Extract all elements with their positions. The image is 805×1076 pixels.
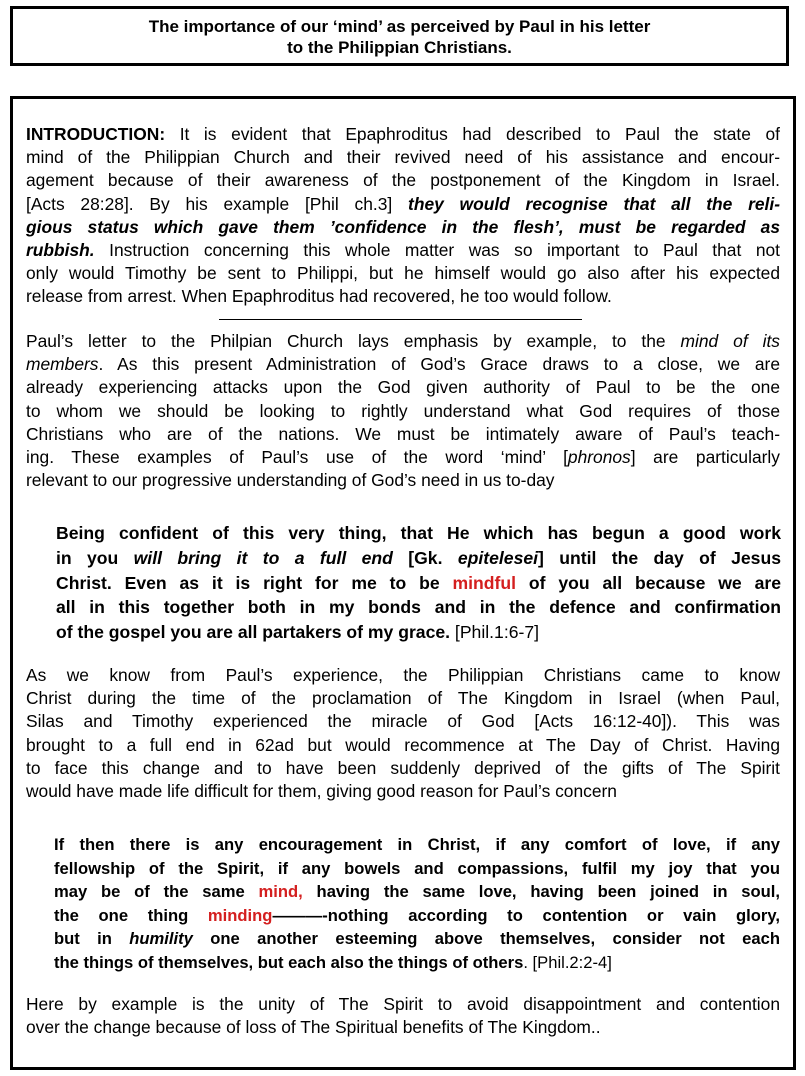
- scripture-quote-phil-1: Being confident of this very thing, that He which has begun a good work in you will bring it to a full end [Gk. epitelesei] until the day of Jesus Christ. Even as it is right for me to be mindful of you all because we are all in this together both in my bonds and in the defence and confirmation of the gospel you are all partakers of my grace. [Phil.1:6-7]: [56, 523, 781, 643]
- title-line-2: to the Philippian Christians.: [287, 38, 512, 57]
- introduction-paragraph: INTRODUCTION: It is evident that Epaphroditus had described to Paul the state of mind of the Philippian Church and their revived need of his assistance and encour- agement because of their awareness of the postponement of the Kingdom in Israel. [Acts 28:28]. By his example [Phil ch.3] they would recognise that all the reli- gious status which gave them ’confidence in the flesh’, must be regarded as rubbish. Instruction concerning this whole matter was so important to Paul that not only would Timothy be sent to Philippi, but he himself would go also after his expected release from arrest. When Epaphroditus had recovered, he too would follow.: [26, 124, 780, 307]
- highlight-minding: minding: [207, 905, 273, 925]
- title-line-1: The importance of our ‘mind’ as perceived by Paul in his letter: [148, 17, 651, 36]
- reference-phil-1: [Phil.1:6-7]: [450, 622, 540, 643]
- scripture-quote-phil-2: If then there is any encouragement in Christ, if any comfort of love, if any fellowship of the Spirit, if any bowels and compassions, fulfil my joy that you may be of the same mind, having the same love, having been joined in soul, the one thing minding———-nothing according to contention or vain glory, but in humility one another esteeming above themselves, consider not each the things of themselves, but each also the things of others. [Phil.2:2-4]: [54, 835, 781, 972]
- highlight-mindful: mindful: [452, 572, 517, 593]
- philippian-history-paragraph: As we know from Paul’s experience, the Philippian Christians came to know Christ during the time of the proclamation of The Kingdom in Israel (when Paul, Silas and Timothy experienced the miracle of God [Acts 16:12-40]). This was brought to a full end in 62ad but would recommence at The Day of Christ. Having to face this change and to have been suddenly deprived of the gifts of The Spirit would have made life difficult for them, giving good reason for Paul’s concern: [26, 665, 780, 802]
- intro-heading: INTRODUCTION:: [26, 124, 166, 144]
- letter-emphasis-paragraph: Paul’s letter to the Philpian Church lays emphasis by example, to the mind of its members. As this present Administration of God’s Grace draws to a close, we are already experiencing attacks upon the God given authority of Paul to be the one to whom we should be looking to rightly understand what God requires of those Christians who are of the nations. We must be intimately aware of Paul’s teach- ing. These examples of Paul’s use of the word ‘mind’ [phronos] are particularly relevant to our progressive understanding of God’s need in us to-day: [26, 331, 780, 491]
- section-divider: [219, 319, 582, 320]
- main-text-box: [10, 96, 796, 1070]
- highlight-mind: mind,: [258, 882, 303, 901]
- title-box: [10, 6, 789, 66]
- reference-phil-2: . [Phil.2:2-4]: [523, 952, 612, 972]
- conclusion-paragraph: Here by example is the unity of The Spirit to avoid disappointment and contention over the change because of loss of The Spiritual benefits of The Kingdom..: [26, 994, 780, 1038]
